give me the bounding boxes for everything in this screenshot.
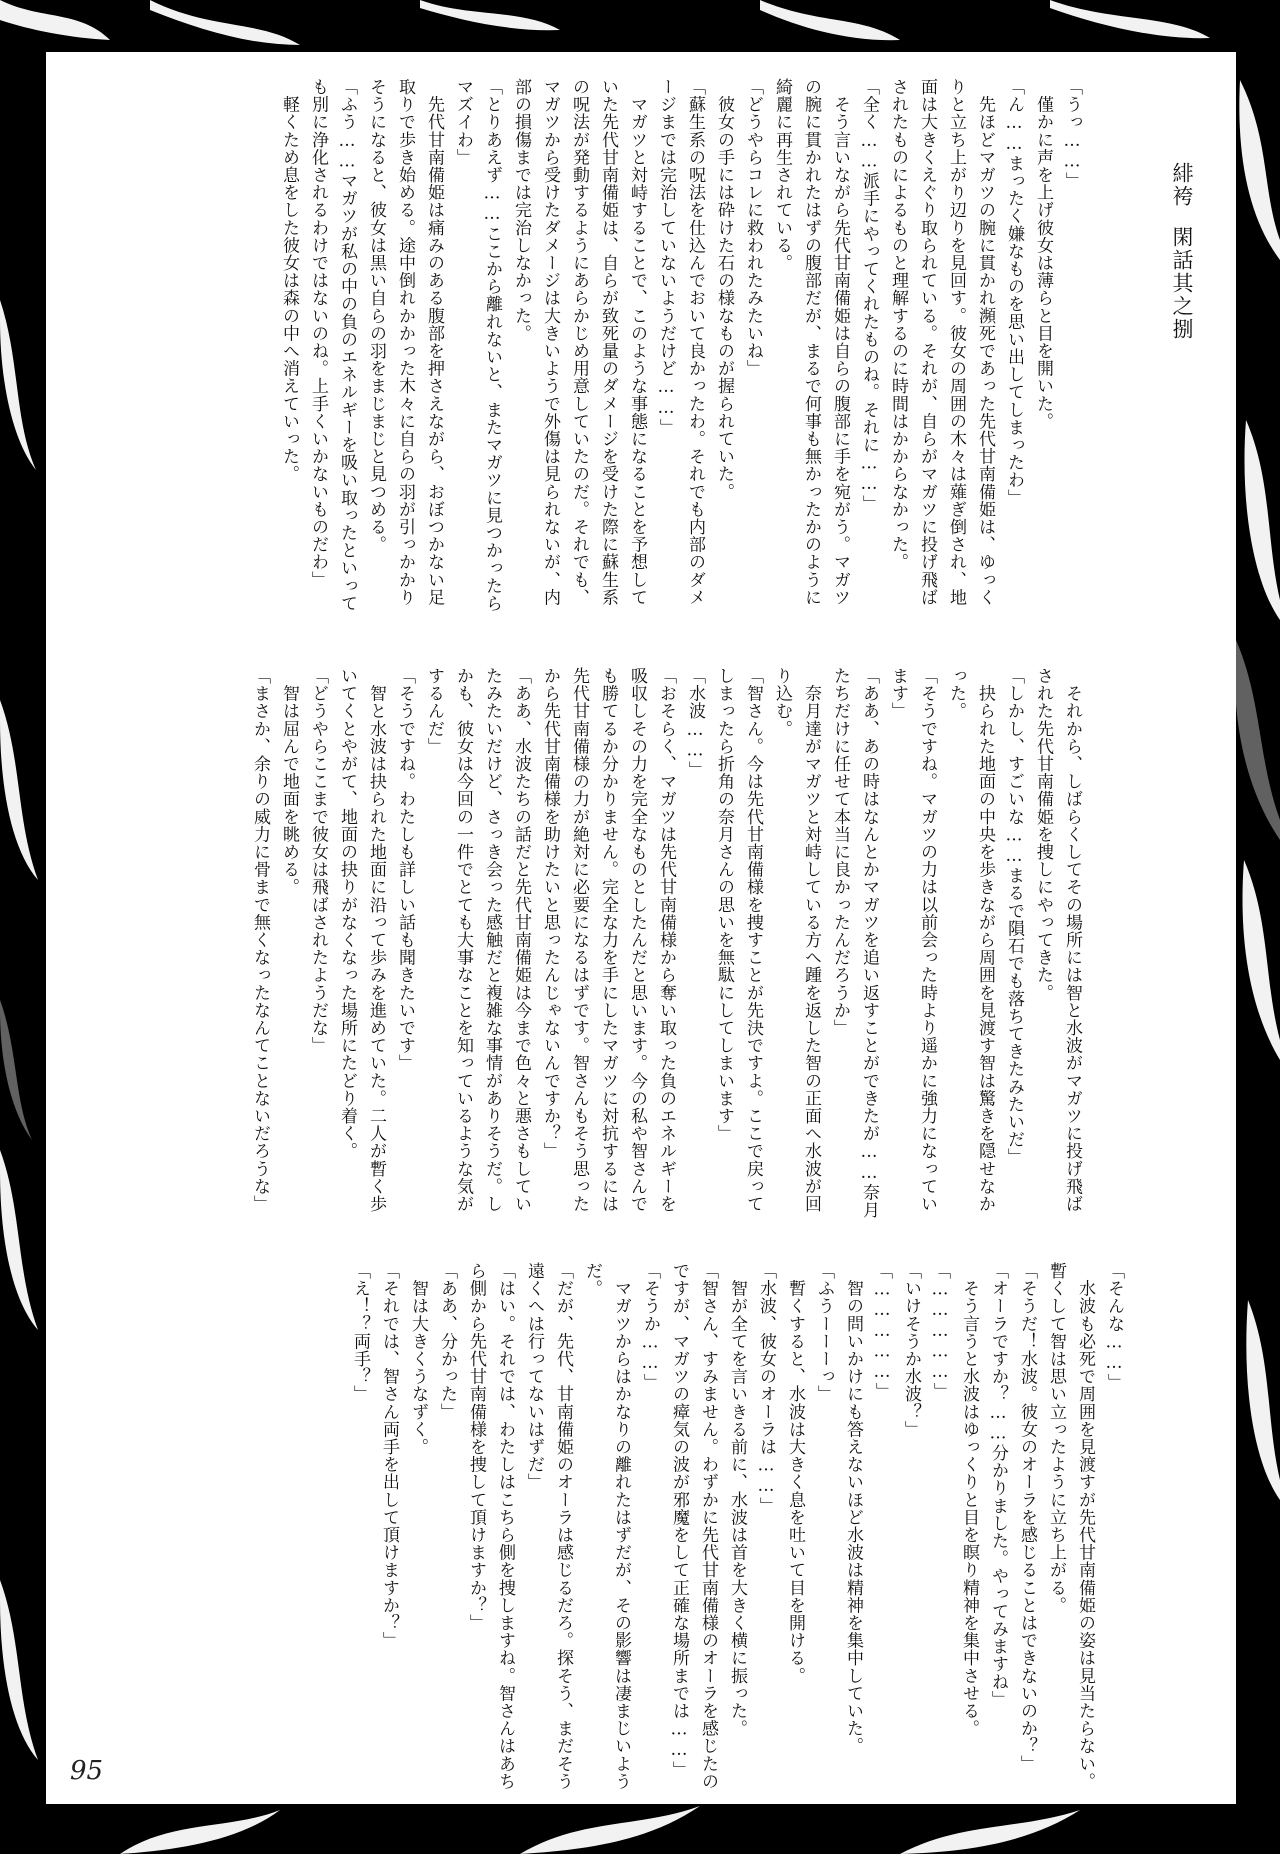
- paragraph: マガツからはかなりの離れたはずだが、その影響は凄まじいようだ。: [582, 1262, 631, 1790]
- paragraph: 「ああ、あの時はなんとかマガツを追い返すことができたが……奈月たちだけに任せて本当に良かったんだろうか」: [830, 667, 879, 1219]
- paragraph: 「いけそうか水波？」: [901, 1262, 921, 1438]
- paragraph: 先ほどマガツの腕に貫かれ瀕死であった先代甘南備姫は、ゆっくりと立ち上がり辺りを見回す。彼女の周囲の木々は薙ぎ倒され、地面は大きくえぐり取られている。それが、自らがマガツに投げ飛ばされたものによるものと理解するのに時間はかからなかった。: [888, 78, 995, 606]
- paragraph: 「おそらく、マガツは先代甘南備様から奪い取った負のエネルギーを吸収しその力を完全なものとしたんだと思います。今の私や智さんでも勝てるか分かりません。完全な力を手にしたマガツに対抗するには先代甘南備様の力が絶対に必要になるはずです。智さんもそう思ったから先代甘南備様を助けたいと思ったんじゃないんですか？」: [540, 667, 676, 1213]
- paragraph: 「だが、先代、甘南備姫のオーラは感じるだろ。探そう、まだそう遠くへは行ってないはずだ」: [524, 1262, 573, 1790]
- paragraph: 「そうですね。わたしも詳しい話も聞きたいです」: [395, 667, 415, 1072]
- paragraph: 「……………」: [872, 1262, 892, 1401]
- paragraph: 「どうやらここまで彼女は飛ばされたようだな」: [308, 667, 328, 1055]
- chapter-subtitle: 閑話其之捌: [1170, 226, 1194, 341]
- paragraph: 「どうやらコレに救われたみたいね」: [743, 78, 763, 378]
- chapter-header: [1171, 162, 1192, 341]
- paragraph: 「智さん。今は先代甘南備様を捜すことが先決ですよ。ここで戻ってしまったら折角の奈月さんの思いを無駄にしてしまいます」: [714, 667, 763, 1213]
- page-number: 95: [70, 1756, 104, 1786]
- paragraph: 「そんな……」: [1104, 1262, 1124, 1392]
- paragraph: 「そうか……」: [640, 1262, 660, 1392]
- paragraph: 「うっ……」: [1062, 78, 1082, 190]
- text-section-2: [106, 667, 1086, 1227]
- paragraph: 「ああ、水波たちの話だと先代甘南備姫は今まで色々と悪さもしていたみたいだけど、さっき会った感触だと複雑な事情がありそうだ。しかも、彼女は今回の一件でとても大事なことを知っているような気がするんだ」: [424, 667, 531, 1213]
- paragraph: 「え！？両手？」: [350, 1262, 370, 1403]
- paragraph: 「はい。それでは、わたしはこちら側を捜しますね。智さんはあちら側から先代甘南備様を捜して頂けますか？」: [466, 1262, 515, 1790]
- paragraph: 僅かに声を上げ彼女は薄らと目を開いた。: [1033, 78, 1053, 430]
- paragraph: 奈月達がマガツと対峙している方へ踵を返した智の正面へ水波が回り込む。: [772, 667, 821, 1213]
- paragraph: 「ふう……マガツが私の中の負のエネルギーを吸い取ったといっても別に浄化されるわけではないのね。上手くいかないものだわ」: [308, 78, 357, 612]
- paragraph: 「……………」: [930, 1262, 950, 1401]
- paragraph: 「水波、彼女のオーラは……」: [756, 1262, 776, 1515]
- paragraph: それから、しばらくしてその場所には智と水波がマガツに投げ飛ばされた先代甘南備姫を捜しにやってきた。: [1033, 667, 1082, 1213]
- paragraph: 「それでは、智さん両手を出して頂けますか？」: [379, 1262, 399, 1650]
- paragraph: 抉られた地面の中央を歩きながら周囲を見渡す智は驚きを隠せなかった。: [946, 667, 995, 1213]
- paragraph: 「そうですね。マガツの力は以前会った時より遥かに強力になっています」: [888, 667, 937, 1213]
- paragraph: 「蘇生系の呪法を仕込んでおいて良かったわ。それでも内部のダメージまでは完治していないようだけど……」: [656, 78, 705, 606]
- paragraph: 「ああ、分かった」: [437, 1262, 457, 1421]
- paragraph: 「水波……」: [685, 667, 705, 779]
- paragraph: 智が全てを言いきる前に、水波は首を大きく横に振った。: [727, 1262, 747, 1738]
- chapter-title: 緋袴: [1170, 162, 1194, 208]
- paragraph: そう言いながら先代甘南備姫は自らの腹部に手を宛がう。マガツの腕に貫かれたはずの腹部だが、まるで何事も無かったかのように綺麗に再生されている。: [772, 78, 850, 606]
- paragraph: 軽くため息をした彼女は森の中へ消えていった。: [279, 78, 299, 483]
- paragraph: 「そうだ！水波。彼女のオーラを感じることはできないのか？」: [1017, 1262, 1037, 1773]
- paragraph: 智の問いかけにも答えないほど水波は精神を集中していた。: [843, 1262, 863, 1755]
- paragraph: 智と水波は抉られた地面に沿って歩みを進めていた。二人が暫く歩いてくとやがて、地面の抉りがなくなった場所にたどり着く。: [337, 667, 386, 1213]
- document-page: [46, 52, 1236, 1804]
- paragraph: 「とりあえず……ここから離れないと、またマガツに見つかったらマズイわ」: [453, 78, 502, 612]
- paragraph: 先代甘南備姫は痛みのある腹部を押さえながら、おぼつかない足取りで歩き始める。途中倒れかかった木々に自らの羽が引っかかりそうになると、彼女は黒い自らの羽をまじまじと見つめる。: [366, 78, 444, 606]
- paragraph: 「まさか、余りの威力に骨まで無くなったなんてことないだろうな」: [250, 667, 270, 1213]
- paragraph: そう言うと水波はゆっくりと目を瞑り精神を集中させる。: [959, 1262, 979, 1738]
- paragraph: 「全く……派手にやってくれたものね。それに……」: [859, 78, 879, 513]
- paragraph: 「ふうーーーっ」: [814, 1262, 834, 1403]
- paragraph: 智は大きくうなずく。: [408, 1262, 428, 1456]
- paragraph: 彼女の手には砕けた石の様なものが握られていた。: [714, 78, 734, 501]
- text-section-1: [106, 78, 1086, 618]
- paragraph: 「オーラですか？……分かりました。やってみますね」: [988, 1262, 1008, 1708]
- paragraph: 智は屈んで地面を眺める。: [279, 667, 299, 896]
- paragraph: 「ん……まったく嫌なものを思い出してしまったわ」: [1004, 78, 1024, 507]
- text-section-3: [148, 1262, 1128, 1792]
- paragraph: 「しかし、すごいな……まるで隕石でも落ちてきたみたいだ」: [1004, 667, 1024, 1166]
- paragraph: 「智さん、すみません。わずかに先代甘南備様のオーラを感じたのですが、マガツの瘴気の波が邪魔をして正確な場所までは……」: [669, 1262, 718, 1790]
- paragraph: マガツと対峙することで、このような事態になることを予想していた先代甘南備姫は、自らが致死量のダメージを受けた際に蘇生系の呪法が発動するようにあらかじめ用意していたのだ。それでも、マガツから受けたダメージは大きいようで外傷は見られないが、内部の損傷までは完治しなかった。: [511, 78, 647, 606]
- paragraph: 暫くすると、水波は大きく息を吐いて目を開ける。: [785, 1262, 805, 1685]
- paragraph: 水波も必死で周囲を見渡すが先代甘南備姫の姿は見当たらない。暫くして智は思い立ったように立ち上がる。: [1046, 1262, 1095, 1790]
